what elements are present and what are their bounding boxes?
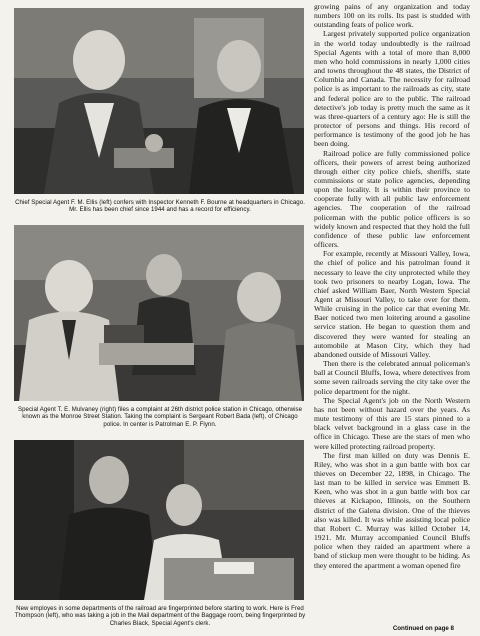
article-paragraph: For example, recently at Missouri Valley, Iowa, the chief of police and his patrolman found it necessary to leave the city unprotected while they took two prisoners to nearby Logan, Iowa. The chief asked William Baer, North Western Special Agent at Missouri Valley, to take over for them. While cruising in the police car that evening Mr. Baer noticed two men loitering around a gasoline service station. He began to question them and discovered they were wanted for stealing an automobile at Mason City, which they had abandoned outside of Missouri Valley. <box>314 249 470 359</box>
photo-1-image <box>14 8 304 194</box>
caption-photo-2: Special Agent T. E. Mulvaney (right) files a complaint at 26th district police station in Chicago, otherwise known as the Monroe Street Station. Taking the complaint is Sergeant Robert Bada (left), of Chicago police. In center is Patrolman E. P. Flynn. <box>17 406 303 428</box>
caption-photo-1: Chief Special Agent F. M. Ellis (left) confers with Inspector Kenneth F. Bourne at headquarters in Chicago. Mr. Ellis has been chief since 1944 and has a record for efficiency. <box>15 199 305 214</box>
photo-fingerprinting <box>14 440 304 600</box>
photo-3-image <box>14 440 304 600</box>
article-paragraph: The Special Agent's job on the North Western has not been without hazard over the years. As mute testimony of this are 15 stars pinned to a black velvet background in a glass case in the office in Chicago. These are the stars of men who were killed protecting railroad property. <box>314 395 470 451</box>
article-paragraph: Railroad police are fully commissioned police officers, their powers of arrest being authorized through either city police chiefs, sheriffs, state commissions or state police agencies, depending upon the locality. It is within their province to cooperate fully with all public law enforcement agencies. The cooperation of the railroad policeman with the public police officers is so widely known and respected that they hold the full confidence of these public law enforcement officers. <box>314 148 470 250</box>
article-body <box>314 2 470 632</box>
photo-police-station <box>14 225 304 401</box>
article-paragraph: growing pains of any organization and today numbers 100 on its rolls. Its past is studded with outstanding feats of police work. <box>314 2 470 30</box>
article-paragraph: The first man killed on duty was Dennis E. Riley, who was shot in a gun battle with box car thieves on December 22, 1898, in Chicago. The last man to be killed in service was Emmett B. Keen, who was shot in a gun battle with box car thieves at Kickapoo, Illinois, on the Southern district of the Galena division. One of the thieves also was killed. It was while assisting local police that Robert C. Murray was killed October 14, 1921. Mr. Murray accompanied Council Bluffs police when they raided an apartment where a band of stickup men were thought to be hiding. As they entered the apartment a woman opened fire <box>314 450 470 570</box>
photo-ellis-bourne <box>14 8 304 194</box>
caption-photo-3: New employes in some departments of the railroad are fingerprinted before starting to work. Here is Fred Thompson (left), who was taking a job in the Mail department of the Baggage room, being fingerprinted by Charles Black, Special Agent's clerk. <box>14 605 306 627</box>
continued-note: Continued on page 8 <box>392 625 454 632</box>
photo-2-image <box>14 225 304 401</box>
article-paragraph: Largest privately supported police organization in the world today undoubtedly is the railroad Special Agents with a total of more than 8,000 men who hold commissions in nearly 1,000 cities and towns throughout the 48 states, the District of Columbia and Canada. The necessity for railroad police is as important to the railroads as city, state and federal police are to the public. The railroad detective's job today is pretty much the same as it was three-quarters of a century ago: He is still the protector of persons and things. His record of performance is testimony of the good job he has been doing. <box>314 29 470 149</box>
article-paragraph: Then there is the celebrated annual policeman's ball at Council Bluffs, Iowa, where detectives from some seven railroads serving the city take over the police department for the night. <box>314 359 470 396</box>
